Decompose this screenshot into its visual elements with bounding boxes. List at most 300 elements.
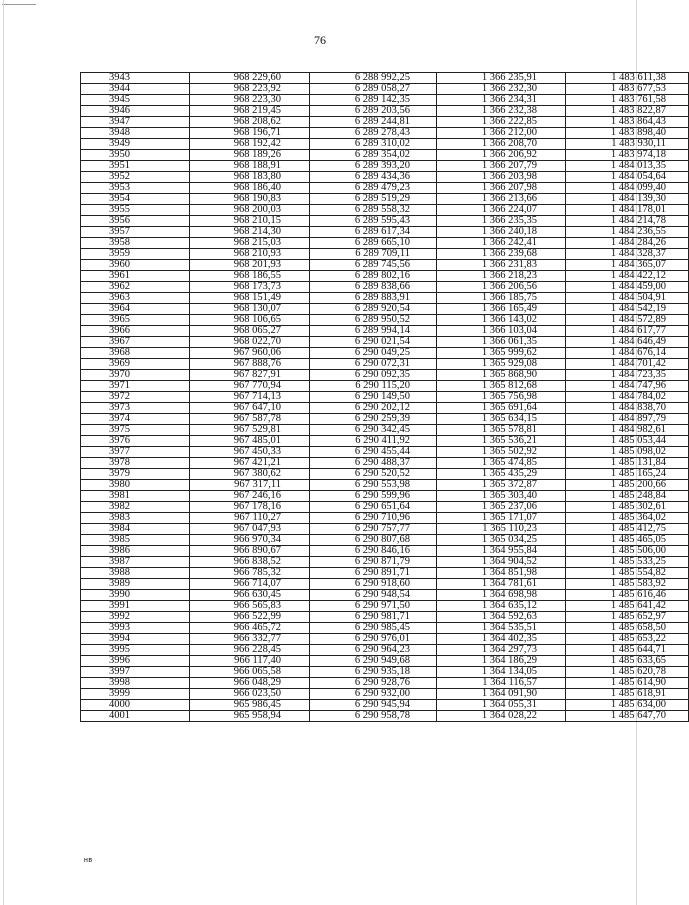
- coordinate-cell: 6 289 479,23: [310, 183, 437, 194]
- coordinate-cell: 1 364 186,29: [437, 656, 566, 667]
- coordinate-cell: 6 289 058,27: [310, 84, 437, 95]
- coordinate-cell: 1 484 139,30: [566, 194, 689, 205]
- table-row: [81, 106, 689, 117]
- point-number-cell: 3949: [81, 139, 190, 150]
- coordinate-cell: 968 196,71: [190, 128, 310, 139]
- coordinate-cell: 6 290 985,45: [310, 623, 437, 634]
- point-number-cell: 3975: [81, 425, 190, 436]
- coordinate-cell: 6 290 259,39: [310, 414, 437, 425]
- coordinate-cell: 1 366 224,07: [437, 205, 566, 216]
- table-row: [81, 711, 689, 722]
- coordinate-cell: 968 130,07: [190, 304, 310, 315]
- coordinate-cell: 6 290 651,64: [310, 502, 437, 513]
- point-number-cell: 3971: [81, 381, 190, 392]
- point-number-cell: 3955: [81, 205, 190, 216]
- coordinate-cell: 1 365 578,81: [437, 425, 566, 436]
- table-row: [81, 425, 689, 436]
- table-row: [81, 216, 689, 227]
- table-row: [81, 183, 689, 194]
- coordinate-cell: 1 366 206,92: [437, 150, 566, 161]
- coordinate-cell: 1 485 533,25: [566, 557, 689, 568]
- coordinate-cell: 968 183,80: [190, 172, 310, 183]
- table-row: [81, 73, 689, 84]
- point-number-cell: 3947: [81, 117, 190, 128]
- coordinate-cell: 1 364 698,98: [437, 590, 566, 601]
- coordinate-cell: 1 485 614,90: [566, 678, 689, 689]
- coordinate-cell: 6 289 838,66: [310, 282, 437, 293]
- coordinate-cell: 967 529,81: [190, 425, 310, 436]
- coordinate-cell: 1 366 207,98: [437, 183, 566, 194]
- table-row: [81, 601, 689, 612]
- table-row: [81, 337, 689, 348]
- coordinate-cell: 1 485 634,00: [566, 700, 689, 711]
- coordinate-cell: 1 485 620,78: [566, 667, 689, 678]
- coordinate-cell: 1 484 236,55: [566, 227, 689, 238]
- table-row: [81, 95, 689, 106]
- coordinate-cell: 1 366 234,31: [437, 95, 566, 106]
- point-number-cell: 3991: [81, 601, 190, 612]
- coordinate-cell: 966 023,50: [190, 689, 310, 700]
- point-number-cell: 3993: [81, 623, 190, 634]
- coordinate-cell: 1 364 297,73: [437, 645, 566, 656]
- table-row: [81, 612, 689, 623]
- table-row: [81, 315, 689, 326]
- point-number-cell: 3961: [81, 271, 190, 282]
- coordinate-cell: 1 366 143,02: [437, 315, 566, 326]
- table-row: [81, 645, 689, 656]
- point-number-cell: 4000: [81, 700, 190, 711]
- coordinate-cell: 6 289 950,52: [310, 315, 437, 326]
- table-row: [81, 381, 689, 392]
- point-number-cell: 3995: [81, 645, 190, 656]
- coordinate-cell: 1 484 504,91: [566, 293, 689, 304]
- coordinate-cell: 6 290 949,68: [310, 656, 437, 667]
- coordinate-cell: 1 485 131,84: [566, 458, 689, 469]
- coordinate-cell: 968 223,92: [190, 84, 310, 95]
- point-number-cell: 3986: [81, 546, 190, 557]
- table-row: [81, 689, 689, 700]
- coordinate-cell: 1 364 091,90: [437, 689, 566, 700]
- coordinate-cell: 6 290 891,71: [310, 568, 437, 579]
- coordinate-cell: 6 290 928,76: [310, 678, 437, 689]
- coordinate-cell: 6 289 434,36: [310, 172, 437, 183]
- point-number-cell: 3956: [81, 216, 190, 227]
- point-number-cell: 3963: [81, 293, 190, 304]
- coordinate-cell: 1 485 652,97: [566, 612, 689, 623]
- point-number-cell: 3998: [81, 678, 190, 689]
- table-row: [81, 568, 689, 579]
- coordinate-cell: 1 366 222,85: [437, 117, 566, 128]
- coordinate-cell: 6 289 920,54: [310, 304, 437, 315]
- coordinate-cell: 965 986,45: [190, 700, 310, 711]
- coordinate-cell: 1 484 013,35: [566, 161, 689, 172]
- coordinate-cell: 1 366 235,35: [437, 216, 566, 227]
- coordinate-cell: 966 714,07: [190, 579, 310, 590]
- coordinate-cell: 1 364 055,31: [437, 700, 566, 711]
- coordinate-cell: 968 173,73: [190, 282, 310, 293]
- point-number-cell: 3972: [81, 392, 190, 403]
- table-row: [81, 227, 689, 238]
- coordinate-cell: 967 246,16: [190, 491, 310, 502]
- coordinate-cell: 1 365 372,87: [437, 480, 566, 491]
- coordinate-cell: 1 365 634,15: [437, 414, 566, 425]
- coordinate-cell: 1 364 904,52: [437, 557, 566, 568]
- coordinate-cell: 1 366 061,35: [437, 337, 566, 348]
- table-row: [81, 84, 689, 95]
- table-row: [81, 194, 689, 205]
- point-number-cell: 3974: [81, 414, 190, 425]
- coordinate-cell: 967 450,33: [190, 447, 310, 458]
- coordinate-cell: 6 290 948,54: [310, 590, 437, 601]
- coordinate-cell: 968 190,83: [190, 194, 310, 205]
- coordinate-cell: 6 290 945,94: [310, 700, 437, 711]
- coordinate-cell: 966 890,67: [190, 546, 310, 557]
- coordinate-cell: 967 421,21: [190, 458, 310, 469]
- coordinate-cell: 967 888,76: [190, 359, 310, 370]
- coordinate-cell: 6 290 202,12: [310, 403, 437, 414]
- coordinates-table: [80, 72, 689, 722]
- coordinate-cell: 1 366 206,56: [437, 282, 566, 293]
- coordinate-cell: 1 484 054,64: [566, 172, 689, 183]
- point-number-cell: 3945: [81, 95, 190, 106]
- coordinate-cell: 966 522,99: [190, 612, 310, 623]
- point-number-cell: 3981: [81, 491, 190, 502]
- coordinate-cell: 1 483 974,18: [566, 150, 689, 161]
- point-number-cell: 3978: [81, 458, 190, 469]
- table-row: [81, 238, 689, 249]
- point-number-cell: 3953: [81, 183, 190, 194]
- coordinate-cell: 1 484 982,61: [566, 425, 689, 436]
- table-row: [81, 271, 689, 282]
- coordinate-cell: 6 289 142,35: [310, 95, 437, 106]
- coordinate-cell: 968 229,60: [190, 73, 310, 84]
- table-row: [81, 535, 689, 546]
- coordinate-cell: 1 366 239,68: [437, 249, 566, 260]
- table-row: [81, 469, 689, 480]
- coordinate-cell: 1 484 328,37: [566, 249, 689, 260]
- coordinate-cell: 967 380,62: [190, 469, 310, 480]
- coordinate-cell: 1 485 616,46: [566, 590, 689, 601]
- coordinate-cell: 6 290 807,68: [310, 535, 437, 546]
- coordinate-cell: 966 117,40: [190, 656, 310, 667]
- coordinate-cell: 1 484 178,01: [566, 205, 689, 216]
- coordinate-cell: 968 186,55: [190, 271, 310, 282]
- point-number-cell: 3980: [81, 480, 190, 491]
- point-number-cell: 3962: [81, 282, 190, 293]
- coordinate-cell: 1 484 838,70: [566, 403, 689, 414]
- coordinate-cell: 968 192,42: [190, 139, 310, 150]
- coordinate-cell: 6 290 935,18: [310, 667, 437, 678]
- table-row: [81, 172, 689, 183]
- point-number-cell: 3976: [81, 436, 190, 447]
- point-number-cell: 3950: [81, 150, 190, 161]
- coordinate-cell: 968 186,40: [190, 183, 310, 194]
- coordinate-cell: 1 364 851,98: [437, 568, 566, 579]
- coordinate-cell: 6 289 310,02: [310, 139, 437, 150]
- point-number-cell: 3946: [81, 106, 190, 117]
- point-number-cell: 3952: [81, 172, 190, 183]
- coordinate-cell: 1 483 822,87: [566, 106, 689, 117]
- point-number-cell: 4001: [81, 711, 190, 722]
- coordinate-cell: 1 364 535,51: [437, 623, 566, 634]
- table-row: [81, 667, 689, 678]
- coordinate-cell: 1 366 208,70: [437, 139, 566, 150]
- coordinate-cell: 6 290 072,31: [310, 359, 437, 370]
- table-row: [81, 260, 689, 271]
- coordinate-cell: 967 960,06: [190, 348, 310, 359]
- coordinate-cell: 1 364 028,22: [437, 711, 566, 722]
- coordinate-cell: 968 106,65: [190, 315, 310, 326]
- coordinate-cell: 1 484 542,19: [566, 304, 689, 315]
- point-number-cell: 3992: [81, 612, 190, 623]
- coordinate-cell: 1 366 218,23: [437, 271, 566, 282]
- coordinate-cell: 6 289 883,91: [310, 293, 437, 304]
- coordinate-cell: 1 366 232,38: [437, 106, 566, 117]
- point-number-cell: 3984: [81, 524, 190, 535]
- table-row: [81, 414, 689, 425]
- coordinate-cell: 968 223,30: [190, 95, 310, 106]
- point-number-cell: 3996: [81, 656, 190, 667]
- coordinate-cell: 968 210,93: [190, 249, 310, 260]
- coordinate-cell: 966 785,32: [190, 568, 310, 579]
- coordinate-cell: 1 364 402,35: [437, 634, 566, 645]
- coordinate-cell: 6 290 520,52: [310, 469, 437, 480]
- point-number-cell: 3990: [81, 590, 190, 601]
- coordinate-cell: 968 022,70: [190, 337, 310, 348]
- coordinate-cell: 1 485 658,50: [566, 623, 689, 634]
- coordinate-cell: 968 210,15: [190, 216, 310, 227]
- coordinate-cell: 1 485 248,84: [566, 491, 689, 502]
- coordinate-cell: 967 827,91: [190, 370, 310, 381]
- coordinate-cell: 1 366 232,30: [437, 84, 566, 95]
- coordinate-cell: 1 365 034,25: [437, 535, 566, 546]
- coordinate-cell: 1 364 635,12: [437, 601, 566, 612]
- coordinate-cell: 6 289 994,14: [310, 326, 437, 337]
- coordinate-cell: 6 289 709,11: [310, 249, 437, 260]
- table-row: [81, 656, 689, 667]
- coordinate-cell: 6 290 976,01: [310, 634, 437, 645]
- coordinate-cell: 1 483 864,43: [566, 117, 689, 128]
- coordinate-cell: 1 365 171,07: [437, 513, 566, 524]
- coordinate-cell: 1 483 898,40: [566, 128, 689, 139]
- coordinate-cell: 1 483 761,58: [566, 95, 689, 106]
- table-row: [81, 117, 689, 128]
- coordinate-cell: 6 289 802,16: [310, 271, 437, 282]
- coordinate-cell: 1 484 617,77: [566, 326, 689, 337]
- scan-edge-left: [3, 0, 4, 905]
- coordinate-cell: 966 228,45: [190, 645, 310, 656]
- coordinate-cell: 966 838,52: [190, 557, 310, 568]
- coordinate-cell: 967 770,94: [190, 381, 310, 392]
- coordinate-cell: 1 484 701,42: [566, 359, 689, 370]
- coordinate-cell: 1 365 435,29: [437, 469, 566, 480]
- point-number-cell: 3977: [81, 447, 190, 458]
- table-row: [81, 579, 689, 590]
- coordinate-cell: 1 364 781,61: [437, 579, 566, 590]
- coordinate-cell: 1 485 412,75: [566, 524, 689, 535]
- coordinate-cell: 1 484 723,35: [566, 370, 689, 381]
- coordinate-cell: 6 289 203,56: [310, 106, 437, 117]
- point-number-cell: 3944: [81, 84, 190, 95]
- coordinate-cell: 1 365 502,92: [437, 447, 566, 458]
- table-row: [81, 502, 689, 513]
- coordinate-cell: 1 484 214,78: [566, 216, 689, 227]
- point-number-cell: 3982: [81, 502, 190, 513]
- coordinate-cell: 1 365 474,85: [437, 458, 566, 469]
- coordinate-cell: 6 290 411,92: [310, 436, 437, 447]
- table-row: [81, 359, 689, 370]
- point-number-cell: 3983: [81, 513, 190, 524]
- coordinate-cell: 1 483 677,53: [566, 84, 689, 95]
- coordinate-cell: 967 647,10: [190, 403, 310, 414]
- point-number-cell: 3965: [81, 315, 190, 326]
- coordinate-cell: 1 366 103,04: [437, 326, 566, 337]
- table-row: [81, 458, 689, 469]
- coordinate-cell: 968 151,49: [190, 293, 310, 304]
- coordinate-cell: 1 485 364,02: [566, 513, 689, 524]
- coordinate-cell: 6 289 617,34: [310, 227, 437, 238]
- table-row: [81, 513, 689, 524]
- coordinate-cell: 968 189,26: [190, 150, 310, 161]
- table-row: [81, 524, 689, 535]
- coordinate-cell: 1 484 365,07: [566, 260, 689, 271]
- point-number-cell: 3969: [81, 359, 190, 370]
- point-number-cell: 3957: [81, 227, 190, 238]
- coordinate-cell: 968 188,91: [190, 161, 310, 172]
- coordinate-cell: 6 290 488,37: [310, 458, 437, 469]
- coordinate-cell: 1 485 200,66: [566, 480, 689, 491]
- coordinate-cell: 6 290 092,35: [310, 370, 437, 381]
- point-number-cell: 3994: [81, 634, 190, 645]
- coordinate-cell: 1 365 999,62: [437, 348, 566, 359]
- point-number-cell: 3999: [81, 689, 190, 700]
- coordinate-cell: 1 365 237,06: [437, 502, 566, 513]
- coordinate-cell: 1 485 633,65: [566, 656, 689, 667]
- coordinate-cell: 1 485 583,92: [566, 579, 689, 590]
- coordinate-cell: 1 366 213,66: [437, 194, 566, 205]
- table-row: [81, 634, 689, 645]
- coordinate-cell: 1 485 302,61: [566, 502, 689, 513]
- coordinate-cell: 6 289 595,43: [310, 216, 437, 227]
- coordinate-cell: 1 485 165,24: [566, 469, 689, 480]
- point-number-cell: 3989: [81, 579, 190, 590]
- coordinate-cell: 6 289 244,81: [310, 117, 437, 128]
- coordinate-cell: 6 290 553,98: [310, 480, 437, 491]
- coordinate-cell: 1 485 506,00: [566, 546, 689, 557]
- coordinate-cell: 967 110,27: [190, 513, 310, 524]
- coordinate-cell: 6 289 354,02: [310, 150, 437, 161]
- coordinate-cell: 966 048,29: [190, 678, 310, 689]
- coordinate-cell: 966 970,34: [190, 535, 310, 546]
- coordinate-cell: 1 483 930,11: [566, 139, 689, 150]
- point-number-cell: 3967: [81, 337, 190, 348]
- coordinate-cell: 1 484 459,00: [566, 282, 689, 293]
- coordinate-cell: 6 290 021,54: [310, 337, 437, 348]
- coordinate-cell: 1 365 691,64: [437, 403, 566, 414]
- coordinate-cell: 6 290 846,16: [310, 546, 437, 557]
- coordinate-cell: 1 365 929,08: [437, 359, 566, 370]
- coordinates-table-body: [81, 73, 689, 722]
- coordinate-cell: 1 484 646,49: [566, 337, 689, 348]
- coordinate-cell: 1 485 098,02: [566, 447, 689, 458]
- coordinate-cell: 6 289 665,10: [310, 238, 437, 249]
- point-number-cell: 3959: [81, 249, 190, 260]
- point-number-cell: 3987: [81, 557, 190, 568]
- coordinate-cell: 6 289 558,32: [310, 205, 437, 216]
- coordinate-cell: 1 366 185,75: [437, 293, 566, 304]
- coordinate-cell: 1 485 641,42: [566, 601, 689, 612]
- point-number-cell: 3964: [81, 304, 190, 315]
- point-number-cell: 3948: [81, 128, 190, 139]
- table-row: [81, 150, 689, 161]
- coordinate-cell: 967 485,01: [190, 436, 310, 447]
- point-number-cell: 3973: [81, 403, 190, 414]
- coordinate-cell: 1 485 644,71: [566, 645, 689, 656]
- point-number-cell: 3966: [81, 326, 190, 337]
- table-row: [81, 623, 689, 634]
- coordinate-cell: 1 366 235,91: [437, 73, 566, 84]
- scan-edge-mark: [2, 4, 36, 5]
- coordinate-cell: 1 364 134,05: [437, 667, 566, 678]
- table-row: [81, 678, 689, 689]
- point-number-cell: 3970: [81, 370, 190, 381]
- table-row: [81, 348, 689, 359]
- coordinate-cell: 1 484 572,89: [566, 315, 689, 326]
- coordinate-cell: 967 047,93: [190, 524, 310, 535]
- coordinate-cell: 6 290 599,96: [310, 491, 437, 502]
- point-number-cell: 3979: [81, 469, 190, 480]
- coordinate-cell: 966 465,72: [190, 623, 310, 634]
- coordinate-cell: 1 365 812,68: [437, 381, 566, 392]
- coordinate-cell: 966 332,77: [190, 634, 310, 645]
- coordinate-cell: 6 290 115,20: [310, 381, 437, 392]
- coordinate-cell: 1 484 897,79: [566, 414, 689, 425]
- table-row: [81, 491, 689, 502]
- table-row: [81, 128, 689, 139]
- point-number-cell: 3958: [81, 238, 190, 249]
- coordinate-cell: 1 366 231,83: [437, 260, 566, 271]
- table-row: [81, 282, 689, 293]
- table-row: [81, 557, 689, 568]
- coordinate-cell: 6 290 964,23: [310, 645, 437, 656]
- coordinate-cell: 965 958,94: [190, 711, 310, 722]
- coordinate-cell: 1 366 203,98: [437, 172, 566, 183]
- coordinate-cell: 1 365 756,98: [437, 392, 566, 403]
- coordinate-cell: 6 290 049,25: [310, 348, 437, 359]
- footer-initials: нв: [84, 857, 93, 864]
- coordinate-cell: 968 215,03: [190, 238, 310, 249]
- coordinate-cell: 966 630,45: [190, 590, 310, 601]
- table-row: [81, 326, 689, 337]
- coordinate-cell: 6 290 455,44: [310, 447, 437, 458]
- coordinate-cell: 1 485 618,91: [566, 689, 689, 700]
- coordinate-cell: 966 065,58: [190, 667, 310, 678]
- coordinate-cell: 967 587,78: [190, 414, 310, 425]
- table-row: [81, 480, 689, 491]
- coordinate-cell: 1 485 653,22: [566, 634, 689, 645]
- table-row: [81, 392, 689, 403]
- coordinate-cell: 1 366 240,18: [437, 227, 566, 238]
- table-row: [81, 161, 689, 172]
- coordinate-cell: 6 290 958,78: [310, 711, 437, 722]
- coordinate-cell: 6 290 710,96: [310, 513, 437, 524]
- coordinate-cell: 968 200,03: [190, 205, 310, 216]
- table-row: [81, 370, 689, 381]
- point-number-cell: 3988: [81, 568, 190, 579]
- coordinate-cell: 968 214,30: [190, 227, 310, 238]
- coordinate-cell: 1 366 165,49: [437, 304, 566, 315]
- coordinate-cell: 1 364 592,63: [437, 612, 566, 623]
